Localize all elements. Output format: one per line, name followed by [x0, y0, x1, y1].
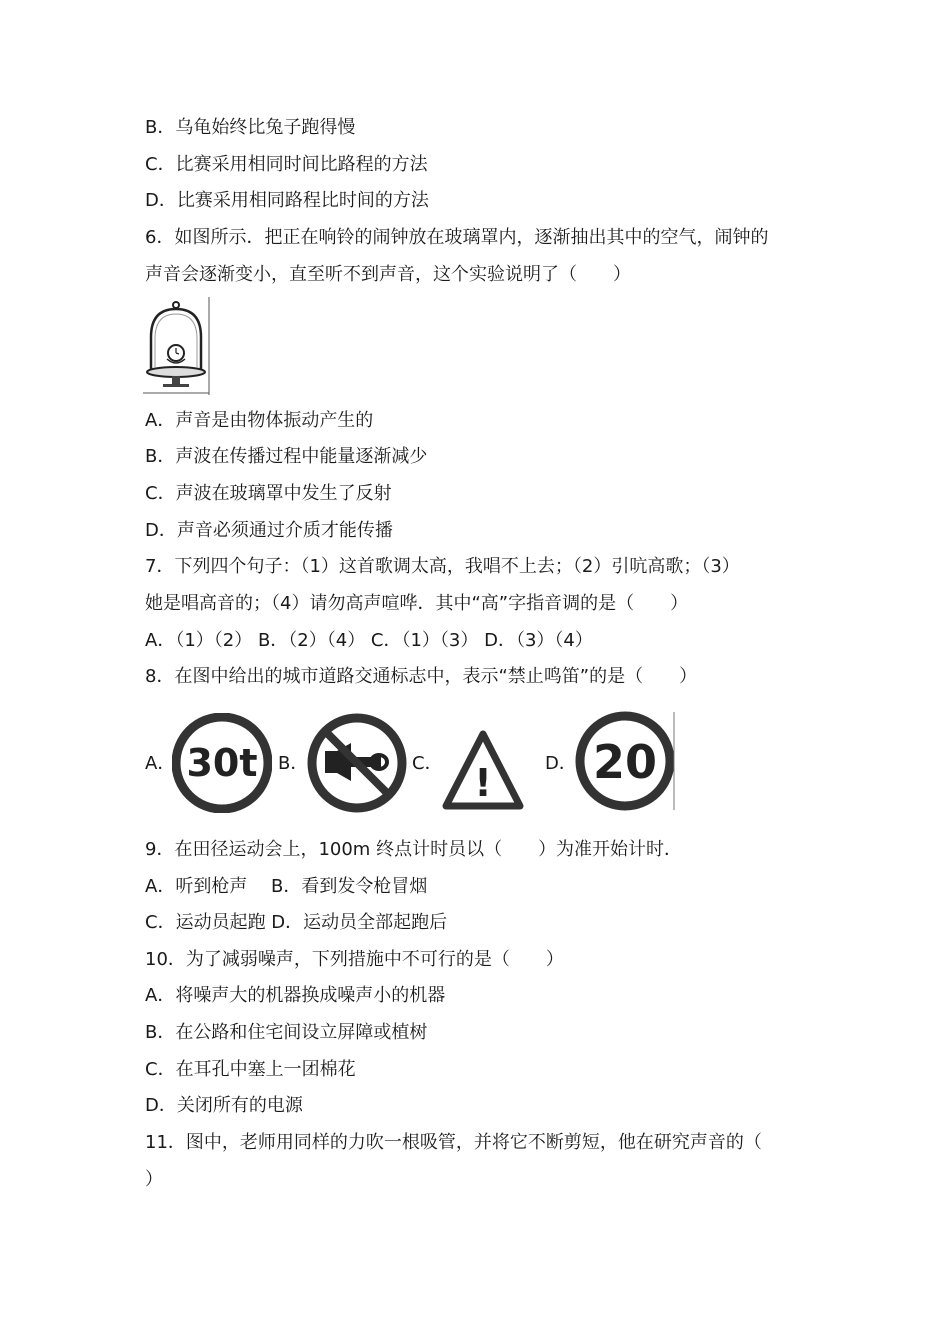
- question-10: 10．为了减弱噪声，下列措施中不可行的是（ ）: [145, 949, 564, 970]
- option-b-q6: B．声波在传播过程中能量逐渐减少: [145, 446, 428, 467]
- sign-a-weight-limit: [172, 713, 272, 813]
- option-d-q10: D．关闭所有的电源: [145, 1095, 303, 1116]
- sign-c-warning: [442, 730, 524, 810]
- sign-d-speed-limit: [575, 710, 677, 812]
- bell-jar-figure: [143, 297, 211, 395]
- sign-a-text: 30t: [186, 741, 258, 785]
- sign-b-label: B．: [278, 753, 309, 774]
- question-11-line-1: 11．图中，老师用同样的力吹一根吸管，并将它不断剪短，他在研究声音的（: [145, 1132, 762, 1153]
- option-c-q5: C．比赛采用相同时间比路程的方法: [145, 154, 428, 175]
- question-6-line-2: 声音会逐渐变小，直至听不到声音，这个实验说明了（ ）: [145, 264, 631, 285]
- option-d-q6: D．声音必须通过介质才能传播: [145, 520, 393, 541]
- question-8: 8．在图中给出的城市道路交通标志中，表示“禁止鸣笛”的是（ ）: [145, 666, 698, 687]
- option-a-q6: A．声音是由物体振动产生的: [145, 410, 374, 431]
- option-d-q5: D．比赛采用相同路程比时间的方法: [145, 190, 429, 211]
- option-a-q10: A．将噪声大的机器换成噪声小的机器: [145, 985, 446, 1006]
- question-11-line-2: ）: [145, 1169, 163, 1190]
- question-6-line-1: 6．如图所示．把正在响铃的闹钟放在玻璃罩内，逐渐抽出其中的空气，闹钟的: [145, 227, 769, 248]
- question-7-options: A．（1）（2） B．（2）（4） C．（1）（3） D．（3）（4）: [145, 630, 593, 651]
- option-b-q10: B．在公路和住宅间设立屏障或植树: [145, 1022, 428, 1043]
- sign-a-label: A．: [145, 753, 176, 774]
- sign-b-no-horn: [307, 713, 407, 813]
- question-7-line-1: 7．下列四个句子：（1）这首歌调太高，我唱不上去；（2）引吭高歌；（3）: [145, 556, 740, 577]
- question-9-options-cd: C．运动员起跑 D．运动员全部起跑后: [145, 912, 448, 933]
- option-b-q5: B．乌龟始终比兔子跑得慢: [145, 117, 356, 138]
- sign-c-label: C．: [412, 753, 443, 774]
- option-c-q10: C．在耳孔中塞上一团棉花: [145, 1059, 356, 1080]
- question-9-options-ab: A．听到枪声 B．看到发令枪冒烟: [145, 876, 428, 897]
- sign-d-label: D．: [545, 753, 577, 774]
- sign-d-text: 20: [592, 735, 658, 789]
- question-9: 9．在田径运动会上，100m 终点计时员以（ ）为准开始计时．: [145, 839, 683, 860]
- question-7-line-2: 她是唱高音的；（4）请勿高声喧哗．其中“高”字指音调的是（ ）: [145, 593, 689, 614]
- sign-c-text: !: [474, 761, 492, 805]
- option-c-q6: C．声波在玻璃罩中发生了反射: [145, 483, 392, 504]
